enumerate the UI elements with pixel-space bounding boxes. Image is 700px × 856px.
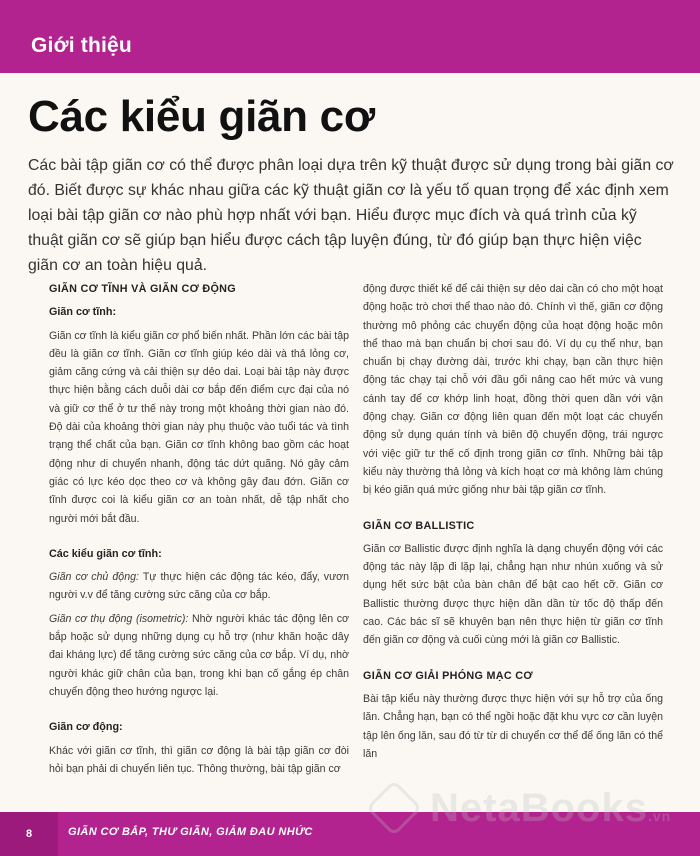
section-heading-ballistic: GIÃN CƠ BALLISTIC <box>363 519 475 532</box>
spacer <box>363 500 663 517</box>
spacer <box>49 701 349 718</box>
book-title: GIÃN CƠ BẮP, THƯ GIÃN, GIẢM ĐAU NHỨC <box>68 826 313 838</box>
term-passive-stretch: Giãn cơ thụ động (isometric): <box>49 612 189 625</box>
page-title: Các kiểu giãn cơ <box>28 92 375 141</box>
paragraph-active-stretch <box>49 568 349 605</box>
section-heading-myofascial: GIÃN CƠ GIẢI PHÓNG MẠC CƠ <box>363 669 533 682</box>
watermark-logo-icon <box>366 780 423 837</box>
left-column <box>49 280 349 778</box>
watermark-text <box>430 786 671 831</box>
spacer <box>363 650 663 667</box>
text-passive-stretch: Nhờ người khác tác động lên cơ bắp hoặc sử dụng những dụng cụ hỗ trợ (như khăn hoặc dây đai kháng lực) để tăng cường sức căng của cơ bắp. Ví dụ, nhờ người khác giữ chân của bạn, trong khi bạn cố gắng ép chân chuyển động theo hướng ngược lại. <box>49 612 349 698</box>
text-active-stretch: Tự thực hiện các động tác kéo, đẩy, vươn người v.v để tăng cường sức căng của cơ bắp. <box>49 571 350 602</box>
right-column <box>363 280 663 763</box>
subheading-dynamic-stretch: Giãn cơ động: <box>49 721 123 734</box>
chapter-label: Giới thiệu <box>31 34 132 57</box>
chapter-header-bar <box>0 0 700 73</box>
term-active-stretch: Giãn cơ chủ động: <box>49 571 139 584</box>
paragraph-dynamic-continued: động được thiết kế để cải thiện sự dẻo dai cần có cho một hoạt động hoặc trò chơi thể thao nào đó. Chính vì thế, giãn cơ động thường mô phỏng các chuyển động của hoạt động hoặc môn thể thao mà bạn chuẩn bị chơi sau đó. Ví dụ cụ thể như, bạn chuẩn bị chạy đường dài, trước khi chạy, bạn cần thực hiện động tác chạy tại chỗ với đầu gối nâng cao hết mức và vung cánh tay để cơ khớp linh hoạt, đồng thời quen dần với vận động chạy. Giãn cơ động liên quan đến một loạt các chuyển động sử dụng quán tính và biên độ chuyển động, trái ngược với việc giữ tư thế cố định trong giãn cơ tĩnh. Những bài tập kiểu này thường thả lỏng và kích hoạt cơ mà không làm chúng bị kéo giãn quá mức giống như bài tập giãn cơ tĩnh. <box>363 283 663 497</box>
subheading-static-types: Các kiểu giãn cơ tĩnh: <box>49 547 162 560</box>
spacer <box>49 528 349 545</box>
paragraph-static-stretch: Giãn cơ tĩnh là kiểu giãn cơ phổ biến nhất. Phần lớn các bài tập đều là giãn cơ tĩnh. Giãn cơ tĩnh giúp kéo dài và thả lỏng cơ, giảm căng cứng và cải thiện sự dẻo dai. Loại bài tập này được thực hiện bằng cách duỗi dài cơ bắp đến điểm cực đại của nó và giữ cơ thể ở tư thế này trong một khoảng thời gian nào đó. Độ dài của khoảng thời gian này phụ thuộc vào tuổi tác và tình trạng thể chất của bạn. Giãn cơ tĩnh không bao gồm các hoạt động như di chuyển nhanh, động tác dứt quãng. Nó gây cảm giác có lực kéo dọc theo cơ và không gây đau đớn. Giãn cơ tĩnh được coi là kiểu giãn cơ an toàn nhất, dễ tập nhất cho người mới bắt đầu. <box>49 329 349 525</box>
page-number: 8 <box>0 812 58 856</box>
watermark <box>374 778 694 838</box>
paragraph-myofascial: Bài tập kiểu này thường được thực hiện với sự hỗ trợ của ống lăn. Chẳng hạn, bạn có thể ngồi hoặc đặt khu vực cơ cần luyện tập lên ống lăn, sau đó từ từ di chuyển cơ thể để ống lăn có thể lăn <box>363 692 663 760</box>
section-heading-static-dynamic: GIÃN CƠ TĨNH VÀ GIÃN CƠ ĐỘNG <box>49 283 236 295</box>
intro-paragraph: Các bài tập giãn cơ có thể được phân loại dựa trên kỹ thuật được sử dụng trong bài giãn cơ đó. Biết được sự khác nhau giữa các kỹ thuật giãn cơ là yếu tố quan trọng để xác định xem loại bài tập giãn cơ nào phù hợp nhất với bạn. Hiểu được mục đích và quá trình của kỹ thuật giãn cơ sẽ giúp bạn hiểu được cách tập luyện đúng, từ đó giúp bạn thực hiện việc giãn cơ an toàn hiệu quả. <box>28 157 674 274</box>
paragraph-dynamic-stretch: Khác với giãn cơ tĩnh, thì giãn cơ động là bài tập giãn cơ đòi hỏi bạn phải di chuyển liên tục. Thông thường, bài tập giãn cơ <box>49 744 349 775</box>
paragraph-ballistic: Giãn cơ Ballistic được định nghĩa là dạng chuyển động với các động tác này lặp đi lặp lại, chẳng hạn như nhún xuống và sử dụng hết sức bật của bàn chân để bật cao hết cỡ. Giãn cơ Ballistic thường được thực hiện dần dần từ tốc độ thấp đến cao. Các bác sĩ sẽ khuyên bạn nên thực hiện từ giãn cơ tĩnh đến giãn cơ động và cuối cùng mới là giãn cơ Ballistic. <box>363 542 663 647</box>
watermark-brand: NetaBooks <box>430 785 648 830</box>
paragraph-passive-stretch <box>49 610 349 701</box>
watermark-suffix: .vn <box>647 807 672 824</box>
subheading-static-stretch: Giãn cơ tĩnh: <box>49 306 117 319</box>
